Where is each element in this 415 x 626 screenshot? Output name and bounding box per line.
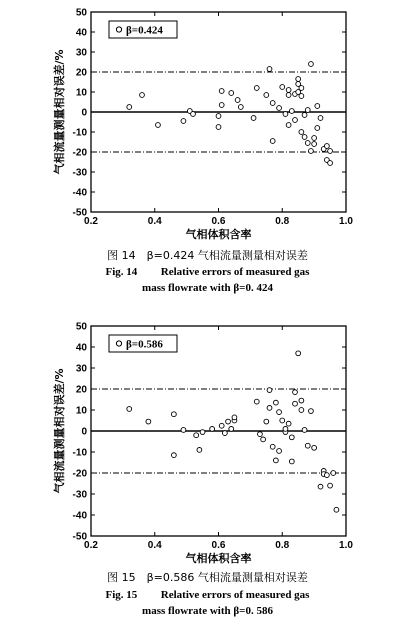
data-point bbox=[264, 419, 269, 424]
data-point bbox=[305, 108, 310, 113]
data-point bbox=[261, 437, 266, 442]
data-point bbox=[331, 471, 336, 476]
x-axis-label: 气相体积含率 bbox=[185, 228, 252, 241]
y-tick-label: 20 bbox=[75, 384, 87, 396]
data-point bbox=[305, 141, 310, 146]
figure-15-caption-en bbox=[0, 587, 415, 619]
y-tick-label: -40 bbox=[72, 510, 87, 522]
data-point bbox=[273, 400, 278, 405]
data-point bbox=[299, 86, 304, 91]
data-point bbox=[251, 116, 256, 121]
data-point bbox=[286, 123, 291, 128]
data-point bbox=[267, 406, 272, 411]
data-point bbox=[210, 427, 215, 432]
data-point bbox=[222, 431, 227, 436]
data-point bbox=[235, 98, 240, 103]
data-point bbox=[324, 473, 329, 478]
data-point bbox=[258, 432, 263, 437]
figure-14-caption-en bbox=[0, 264, 415, 296]
y-tick-label: -10 bbox=[72, 127, 87, 139]
data-point bbox=[318, 116, 323, 121]
data-point bbox=[293, 390, 298, 395]
data-point bbox=[324, 144, 329, 149]
y-tick-label: 10 bbox=[75, 87, 87, 99]
data-point bbox=[219, 103, 224, 108]
data-point bbox=[302, 428, 307, 433]
data-point bbox=[171, 453, 176, 458]
x-tick-label: 1.0 bbox=[339, 540, 353, 551]
data-point bbox=[283, 112, 288, 117]
data-point bbox=[328, 149, 333, 154]
y-tick-label: -50 bbox=[72, 531, 87, 543]
data-point bbox=[309, 409, 314, 414]
data-point bbox=[299, 398, 304, 403]
data-point bbox=[296, 351, 301, 356]
figure-14-caption-line2: mass flowrate with β=0. 424 bbox=[142, 282, 273, 294]
data-point bbox=[277, 106, 282, 111]
y-tick-label: 30 bbox=[75, 363, 87, 375]
x-tick-label: 0.2 bbox=[84, 540, 98, 551]
data-point bbox=[277, 410, 282, 415]
data-point bbox=[286, 93, 291, 98]
data-point bbox=[267, 67, 272, 72]
data-point bbox=[328, 161, 333, 166]
x-tick-label: 0.6 bbox=[211, 216, 226, 227]
legend-label: β=0.424 bbox=[126, 24, 163, 37]
y-axis-label: 气相流量测量相对误差/% bbox=[53, 49, 66, 175]
data-point bbox=[146, 419, 151, 424]
y-axis-label: 气相流量测量相对误差/% bbox=[53, 368, 66, 494]
x-tick-label: 0.6 bbox=[211, 540, 226, 551]
y-tick-label: 40 bbox=[75, 342, 87, 354]
legend-marker bbox=[116, 27, 121, 32]
data-point bbox=[270, 101, 275, 106]
y-tick-label: 40 bbox=[75, 27, 87, 39]
data-point bbox=[254, 399, 259, 404]
data-point bbox=[280, 85, 285, 90]
data-point bbox=[171, 412, 176, 417]
data-point bbox=[232, 415, 237, 420]
x-tick-label: 0.4 bbox=[147, 540, 162, 551]
chart-2 bbox=[52, 322, 353, 566]
data-point bbox=[127, 407, 132, 412]
data-point bbox=[286, 88, 291, 93]
data-point bbox=[127, 105, 132, 110]
data-point bbox=[267, 388, 272, 393]
data-point bbox=[219, 89, 224, 94]
legend-marker bbox=[116, 341, 121, 346]
data-point bbox=[277, 449, 282, 454]
figure-15-caption-line1: Relative errors of measured gas bbox=[160, 589, 310, 601]
data-point bbox=[216, 125, 221, 130]
y-tick-label: -40 bbox=[72, 187, 87, 199]
data-point bbox=[293, 401, 298, 406]
data-point bbox=[229, 427, 234, 432]
data-point bbox=[181, 119, 186, 124]
data-point bbox=[140, 93, 145, 98]
data-point bbox=[156, 123, 161, 128]
data-point bbox=[200, 430, 205, 435]
y-tick-label: 10 bbox=[75, 405, 87, 417]
data-point bbox=[286, 421, 291, 426]
figure-14-caption-line1: Relative errors of measured gas bbox=[160, 266, 310, 278]
data-point bbox=[299, 94, 304, 99]
figure-15-caption-cn: 图 15 β=0.586 气相流量测量相对误差 bbox=[107, 571, 308, 584]
y-tick-label: 50 bbox=[75, 7, 87, 19]
data-point bbox=[283, 427, 288, 432]
y-tick-label: 20 bbox=[75, 67, 87, 79]
y-tick-label: -20 bbox=[72, 468, 87, 480]
data-point bbox=[328, 483, 333, 488]
x-tick-label: 0.8 bbox=[275, 540, 290, 551]
data-point bbox=[254, 86, 259, 91]
data-point bbox=[318, 484, 323, 489]
data-point bbox=[238, 105, 243, 110]
data-point bbox=[312, 142, 317, 147]
y-tick-label: 0 bbox=[81, 426, 87, 438]
data-point bbox=[194, 433, 199, 438]
x-tick-label: 1.0 bbox=[339, 216, 353, 227]
data-point bbox=[312, 445, 317, 450]
data-point bbox=[280, 418, 285, 423]
data-point bbox=[197, 448, 202, 453]
data-point bbox=[315, 126, 320, 131]
x-tick-label: 0.4 bbox=[147, 216, 162, 227]
chart-1 bbox=[52, 8, 353, 242]
x-axis-label: 气相体积含率 bbox=[185, 552, 252, 565]
x-tick-label: 0.8 bbox=[275, 216, 290, 227]
data-point bbox=[302, 113, 307, 118]
data-point bbox=[270, 139, 275, 144]
data-point bbox=[226, 419, 231, 424]
data-point bbox=[270, 444, 275, 449]
y-tick-label: -10 bbox=[72, 447, 87, 459]
y-tick-label: -30 bbox=[72, 167, 87, 179]
data-point bbox=[273, 458, 278, 463]
data-point bbox=[334, 507, 339, 512]
x-tick-label: 0.2 bbox=[84, 216, 98, 227]
data-point bbox=[296, 77, 301, 82]
data-point bbox=[181, 428, 186, 433]
data-point bbox=[289, 109, 294, 114]
data-point bbox=[293, 118, 298, 123]
data-point bbox=[315, 104, 320, 109]
data-point bbox=[305, 443, 310, 448]
data-point bbox=[312, 136, 317, 141]
figure-15-label: Fig. 15 bbox=[105, 589, 138, 601]
y-tick-label: -30 bbox=[72, 489, 87, 501]
data-point bbox=[191, 112, 196, 117]
y-tick-label: -50 bbox=[72, 207, 87, 219]
y-tick-label: -20 bbox=[72, 147, 87, 159]
data-point bbox=[289, 459, 294, 464]
data-point bbox=[309, 149, 314, 154]
figure-14-caption-cn: 图 14 β=0.424 气相流量测量相对误差 bbox=[107, 249, 308, 262]
data-point bbox=[299, 408, 304, 413]
data-point bbox=[229, 91, 234, 96]
data-point bbox=[299, 130, 304, 135]
y-tick-label: 0 bbox=[81, 107, 87, 119]
data-point bbox=[264, 93, 269, 98]
data-point bbox=[302, 135, 307, 140]
legend-label: β=0.586 bbox=[126, 338, 163, 351]
y-tick-label: 30 bbox=[75, 47, 87, 59]
data-point bbox=[219, 423, 224, 428]
data-point bbox=[309, 62, 314, 67]
data-point bbox=[289, 435, 294, 440]
y-tick-label: 50 bbox=[75, 321, 87, 333]
figure-15-caption-line2: mass flowrate with β=0. 586 bbox=[142, 605, 273, 617]
data-point bbox=[216, 114, 221, 119]
figure-14-label: Fig. 14 bbox=[105, 266, 138, 278]
